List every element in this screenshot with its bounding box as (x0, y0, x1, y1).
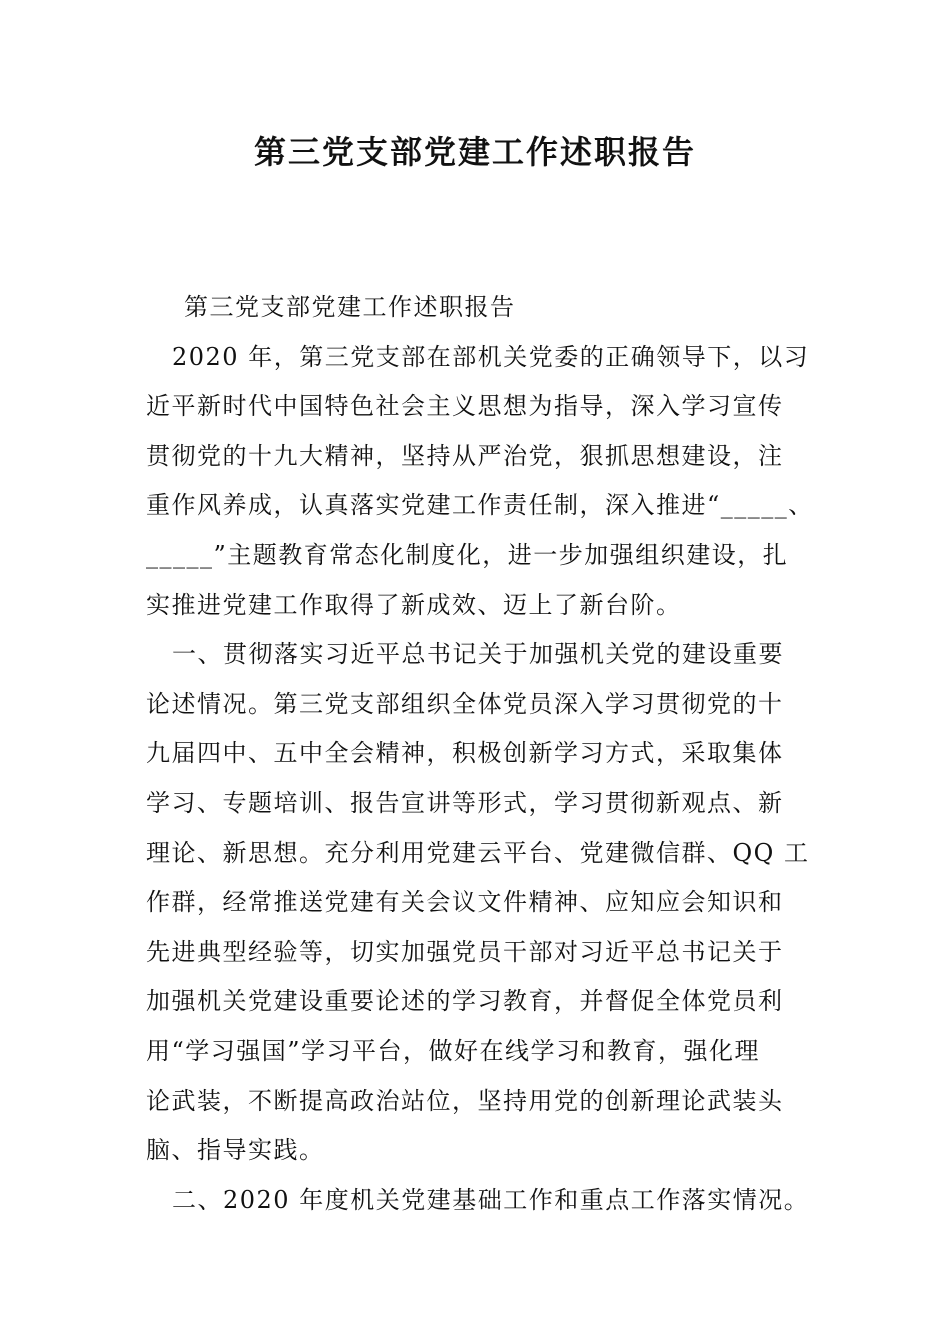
paragraph-line: 九届四中、五中全会精神，积极创新学习方式，采取集体 (146, 739, 784, 768)
paragraph-3 (146, 1176, 826, 1226)
paragraph-1 (146, 333, 826, 631)
paragraph-line: 学习、专题培训、报告宣讲等形式，学习贯彻新观点、新 (146, 788, 784, 817)
paragraph-line: 先进典型经验等，切实加强党员干部对习近平总书记关于 (146, 937, 784, 966)
document-title: 第三党支部党建工作述职报告 (253, 133, 696, 171)
paragraph-line: 贯彻党的十九大精神，坚持从严治党，狠抓思想建设，注 (146, 441, 784, 470)
paragraph-line: 作群，经常推送党建有关会议文件精神、应知应会知识和 (146, 888, 784, 917)
paragraph-line: 二、2020 年度机关党建基础工作和重点工作落实情况。 (172, 1185, 810, 1214)
paragraph-line: 脑、指导实践。 (146, 1136, 325, 1165)
paragraph-line: 理论、新思想。充分利用党建云平台、党建微信群、QQ 工 (146, 838, 810, 867)
paragraph-line: 一、贯彻落实习近平总书记关于加强机关党的建设重要 (172, 640, 784, 669)
document-body (146, 283, 826, 1225)
paragraph-line: 2020 年，第三党支部在部机关党委的正确领导下，以习 (172, 342, 810, 371)
document-subtitle: 第三党支部党建工作述职报告 (184, 293, 516, 321)
paragraph-line: 加强机关党建设重要论述的学习教育，并督促全体党员利 (146, 987, 784, 1016)
paragraph-line: 实推进党建工作取得了新成效、迈上了新台阶。 (146, 590, 682, 619)
paragraph-line: 论述情况。第三党支部组织全体党员深入学习贯彻党的十 (146, 689, 784, 718)
paragraph-line: 论武装，不断提高政治站位，坚持用党的创新理论武装头 (146, 1086, 784, 1115)
paragraph-2 (146, 630, 826, 1176)
paragraph-line: 用“学习强国”学习平台，做好在线学习和教育，强化理 (146, 1036, 761, 1065)
paragraph-line: _____”主题教育常态化制度化，进一步加强组织建设，扎 (146, 540, 789, 569)
paragraph-line: 近平新时代中国特色社会主义思想为指导，深入学习宣传 (146, 392, 784, 421)
paragraph-line: 重作风养成，认真落实党建工作责任制，深入推进“_____、 (146, 491, 814, 520)
